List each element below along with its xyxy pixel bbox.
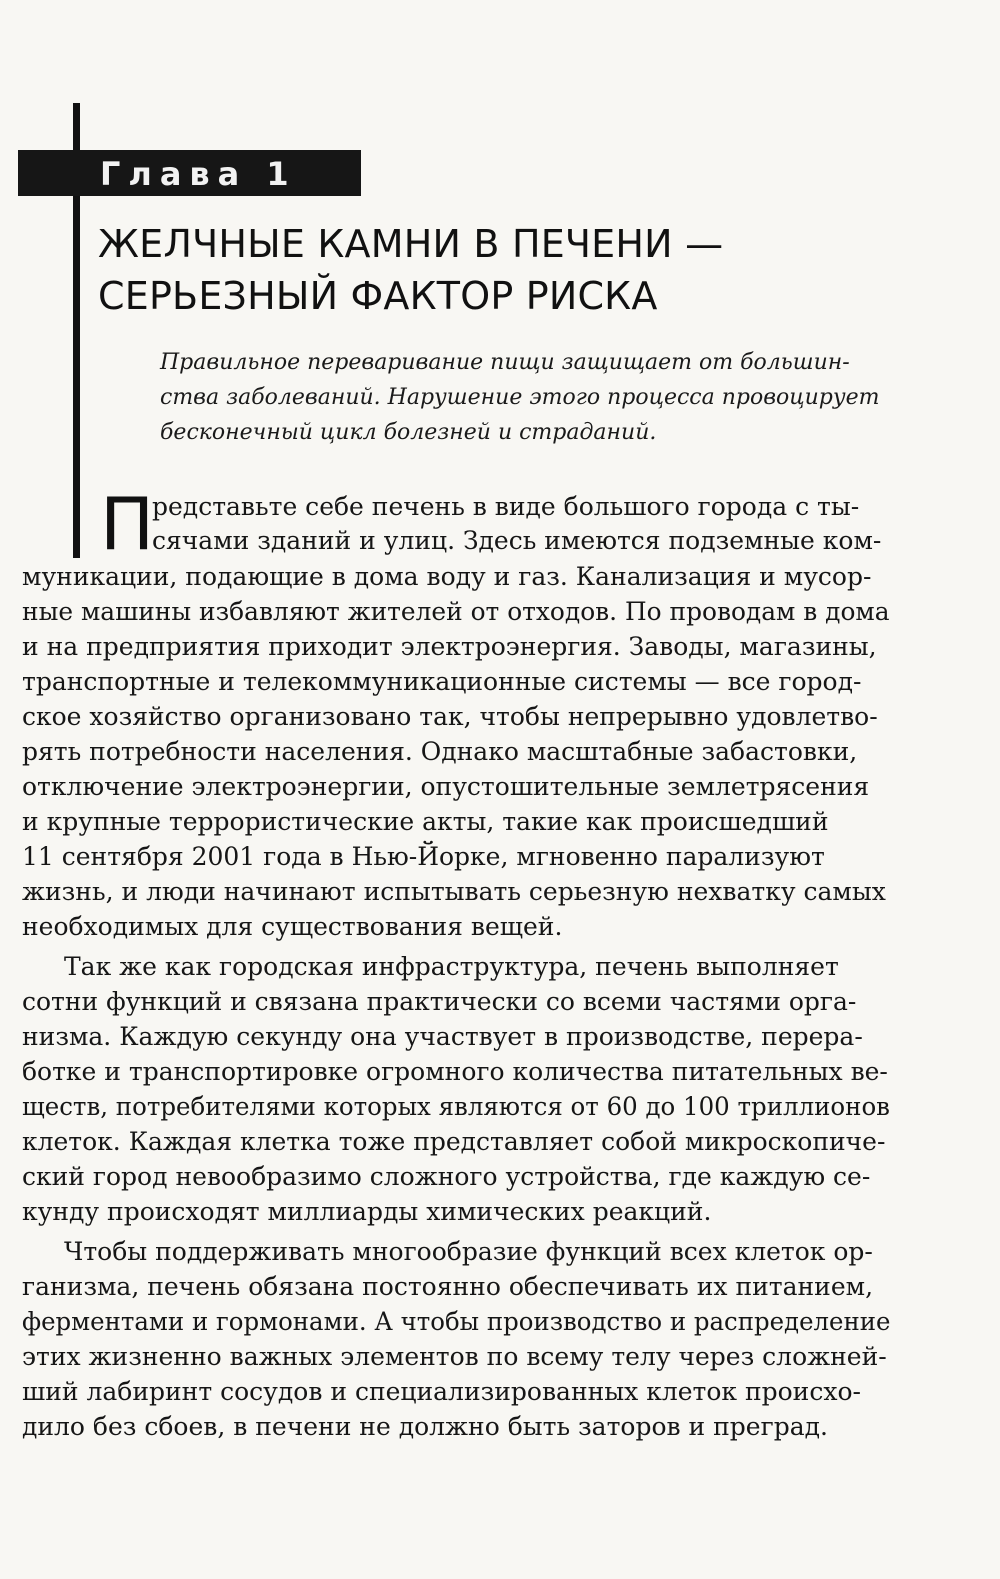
paragraph-2-line: клеток. Каждая клетка тоже представляет собой микроскопиче- <box>22 1127 886 1156</box>
paragraph-2-line: низма. Каждую секунду она участвует в производстве, перера- <box>22 1022 863 1051</box>
epigraph-line: ства заболеваний. Нарушение этого процесса провоцирует <box>160 385 880 410</box>
paragraph-2-line: ский город невообразимо сложного устройства, где каждую се- <box>22 1162 871 1191</box>
paragraph-1-line: и крупные террористические акты, такие как происшедший <box>22 807 829 836</box>
drop-cap: П <box>100 482 155 566</box>
paragraph-3-line: ганизма, печень обязана постоянно обеспечивать их питанием, <box>22 1272 874 1301</box>
epigraph-line: бесконечный цикл болезней и страданий. <box>160 420 657 445</box>
paragraph-2-last-line: кунду происходят миллиарды химических реакций. <box>22 1197 712 1226</box>
paragraph-1-line: ные машины избавляют жителей от отходов. По проводам в дома <box>22 597 890 626</box>
paragraph-2-line: ботке и транспортировке огромного количества питательных ве- <box>22 1057 888 1086</box>
epigraph <box>160 345 920 450</box>
paragraph-1-line: редставьте себе печень в виде большого города с ты- <box>152 492 860 521</box>
paragraph-1-line: 11 сентября 2001 года в Нью-Йорке, мгновенно парализуют <box>22 842 825 871</box>
paragraph-2-line: сотни функций и связана практически со всеми частями орга- <box>22 987 857 1016</box>
paragraph-1-line: муникации, подающие в дома воду и газ. Канализация и мусор- <box>22 562 872 591</box>
paragraph-3-line: Чтобы поддерживать многообразие функций всех клеток ор- <box>64 1237 873 1266</box>
paragraph-1-line: и на предприятия приходит электроэнергия. Заводы, магазины, <box>22 632 877 661</box>
paragraph-2-line: Так же как городская инфраструктура, печень выполняет <box>64 952 839 981</box>
paragraph-3-line: ферментами и гормонами. А чтобы производство и распределение <box>22 1307 891 1336</box>
paragraph-2-line: ществ, потребителями которых являются от 60 до 100 триллионов <box>22 1092 890 1121</box>
paragraph-1-line: ское хозяйство организовано так, чтобы непрерывно удовлетво- <box>22 702 878 731</box>
paragraph-1-line: жизнь, и люди начинают испытывать серьезную нехватку самых <box>22 877 886 906</box>
paragraph-1-last-line: необходимых для существования вещей. <box>22 912 563 941</box>
paragraph-1-line: транспортные и телекоммуникационные системы — все город- <box>22 667 862 696</box>
chapter-label: Глава 1 <box>100 155 297 193</box>
paragraph-3-last-line: дило без сбоев, в печени не должно быть заторов и преград. <box>22 1412 828 1441</box>
chapter-title-line: СЕРЬЕЗНЫЙ ФАКТОР РИСКА <box>98 274 658 318</box>
paragraph-1-line: отключение электроэнергии, опустошительные землетрясения <box>22 772 870 801</box>
epigraph-line: Правильное переваривание пищи защищает от большин- <box>160 350 850 375</box>
paragraph-3-line: этих жизненно важных элементов по всему телу через сложней- <box>22 1342 887 1371</box>
paragraph-1-line: рять потребности населения. Однако масштабные забастовки, <box>22 737 858 766</box>
chapter-title <box>98 218 958 322</box>
paragraph-3-line: ший лабиринт сосудов и специализированных клеток происхо- <box>22 1377 861 1406</box>
chapter-title-line: ЖЕЛЧНЫЕ КАМНИ В ПЕЧЕНИ — <box>98 222 724 266</box>
paragraph-1-line: сячами зданий и улиц. Здесь имеются подземные ком- <box>152 526 882 555</box>
